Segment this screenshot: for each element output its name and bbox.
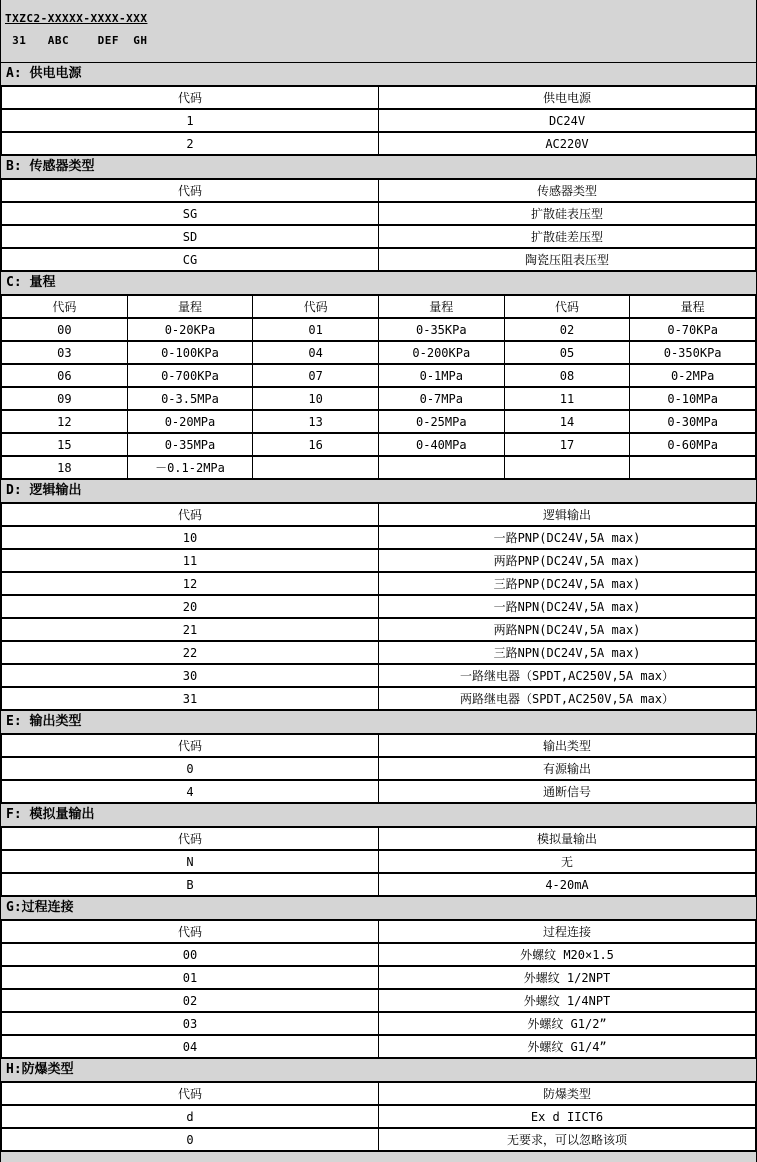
column-header: 代码: [2, 920, 379, 943]
table-row: [2, 109, 756, 132]
page-header: [1, 0, 756, 63]
value-cell: 4-20mA: [379, 873, 756, 896]
value-cell: 扩散硅差压型: [379, 225, 756, 248]
column-header: 代码: [504, 295, 630, 318]
code-cell: 02: [2, 989, 379, 1012]
code-cell: 16: [253, 433, 379, 456]
code-cell: 07: [253, 364, 379, 387]
table-row: [2, 364, 756, 387]
column-header: 供电电源: [379, 86, 756, 109]
table-header-row: [2, 86, 756, 109]
column-header: 代码: [253, 295, 379, 318]
code-cell: SD: [2, 225, 379, 248]
table-header-row: [2, 827, 756, 850]
column-header: 代码: [2, 827, 379, 850]
code-cell: 21: [2, 618, 379, 641]
column-header: 过程连接: [379, 920, 756, 943]
code-cell: 12: [2, 572, 379, 595]
table-row: [2, 248, 756, 271]
value-cell: 0-25MPa: [378, 410, 504, 433]
value-cell: 0-60MPa: [630, 433, 756, 456]
column-header: 输出类型: [379, 734, 756, 757]
value-cell: 通断信号: [379, 780, 756, 803]
section-header-G: G:过程连接: [1, 897, 756, 919]
value-cell: 外螺纹 1/4NPT: [379, 989, 756, 1012]
table-row: [2, 873, 756, 896]
table-row: [2, 1105, 756, 1128]
table-header-row: [2, 920, 756, 943]
column-header: 量程: [630, 295, 756, 318]
table-row: [2, 595, 756, 618]
code-cell: N: [2, 850, 379, 873]
section-table-B: [1, 178, 756, 272]
value-cell: 0-40MPa: [378, 433, 504, 456]
column-header: 代码: [2, 86, 379, 109]
value-cell: 无要求，可以忽略该项: [379, 1128, 756, 1151]
section-header-H: H:防爆类型: [1, 1059, 756, 1081]
value-cell: DC24V: [379, 109, 756, 132]
code-cell: 10: [253, 387, 379, 410]
value-cell: [630, 456, 756, 479]
table-header-row: [2, 503, 756, 526]
value-cell: 外螺纹 M20×1.5: [379, 943, 756, 966]
value-cell: AC220V: [379, 132, 756, 155]
column-header: 模拟量输出: [379, 827, 756, 850]
value-cell: 陶瓷压阻表压型: [379, 248, 756, 271]
table-row: [2, 410, 756, 433]
table-header-row: [2, 295, 756, 318]
value-cell: 0-70KPa: [630, 318, 756, 341]
value-cell: 三路PNP(DC24V,5A max): [379, 572, 756, 595]
column-header: 代码: [2, 295, 128, 318]
code-cell: 30: [2, 664, 379, 687]
section-table-F: [1, 826, 756, 897]
table-row: [2, 202, 756, 225]
table-row: [2, 549, 756, 572]
value-cell: 扩散硅表压型: [379, 202, 756, 225]
value-cell: 外螺纹 G1/4”: [379, 1035, 756, 1058]
code-cell: 03: [2, 341, 128, 364]
table-row: [2, 526, 756, 549]
code-cell: 10: [2, 526, 379, 549]
value-cell: 外螺纹 1/2NPT: [379, 966, 756, 989]
section-header-E: E: 输出类型: [1, 711, 756, 733]
code-cell: 01: [2, 966, 379, 989]
code-cell: 06: [2, 364, 128, 387]
table-row: [2, 757, 756, 780]
value-cell: 两路PNP(DC24V,5A max): [379, 549, 756, 572]
code-cell: 18: [2, 456, 128, 479]
code-cell: 0: [2, 1128, 379, 1151]
section-table-D: [1, 502, 756, 711]
code-cell: [504, 456, 630, 479]
section-table-C: [1, 294, 756, 480]
section-table-H: [1, 1081, 756, 1152]
value-cell: 一路继电器（SPDT,AC250V,5A max）: [379, 664, 756, 687]
value-cell: 无: [379, 850, 756, 873]
column-header: 代码: [2, 734, 379, 757]
code-cell: 03: [2, 1012, 379, 1035]
table-row: [2, 687, 756, 710]
table-row: [2, 989, 756, 1012]
section-header-A: A: 供电电源: [1, 63, 756, 85]
value-cell: 两路继电器（SPDT,AC250V,5A max）: [379, 687, 756, 710]
code-cell: 31: [2, 687, 379, 710]
section-header-C: C: 量程: [1, 272, 756, 294]
table-row: [2, 341, 756, 364]
table-row: [2, 943, 756, 966]
code-cell: 13: [253, 410, 379, 433]
column-header: 代码: [2, 503, 379, 526]
code-cell: 14: [504, 410, 630, 433]
value-cell: 0-100KPa: [127, 341, 253, 364]
sections: [1, 63, 756, 1152]
value-cell: 0-35KPa: [378, 318, 504, 341]
code-cell: SG: [2, 202, 379, 225]
value-cell: 一路NPN(DC24V,5A max): [379, 595, 756, 618]
column-header: 代码: [2, 1082, 379, 1105]
section-table-A: [1, 85, 756, 156]
table-row: [2, 225, 756, 248]
code-cell: 20: [2, 595, 379, 618]
code-cell: 12: [2, 410, 128, 433]
value-cell: 一路PNP(DC24V,5A max): [379, 526, 756, 549]
code-cell: d: [2, 1105, 379, 1128]
column-header: 传感器类型: [379, 179, 756, 202]
table-row: [2, 1035, 756, 1058]
table-row: [2, 618, 756, 641]
code-cell: 11: [2, 549, 379, 572]
value-cell: 0-20KPa: [127, 318, 253, 341]
code-cell: 4: [2, 780, 379, 803]
table-header-row: [2, 179, 756, 202]
table-row: [2, 433, 756, 456]
value-cell: 两路NPN(DC24V,5A max): [379, 618, 756, 641]
column-header: 代码: [2, 179, 379, 202]
value-cell: Ex d IICT6: [379, 1105, 756, 1128]
value-cell: 外螺纹 G1/2”: [379, 1012, 756, 1035]
table-header-row: [2, 734, 756, 757]
code-cell: 17: [504, 433, 630, 456]
table-header-row: [2, 1082, 756, 1105]
code-cell: 09: [2, 387, 128, 410]
value-cell: 有源输出: [379, 757, 756, 780]
column-header: 逻辑输出: [379, 503, 756, 526]
value-cell: 0-10MPa: [630, 387, 756, 410]
value-cell: 0-350KPa: [630, 341, 756, 364]
table-row: [2, 641, 756, 664]
table-row: [2, 780, 756, 803]
value-cell: 三路NPN(DC24V,5A max): [379, 641, 756, 664]
value-cell: 0-20MPa: [127, 410, 253, 433]
value-cell: 0-1MPa: [378, 364, 504, 387]
section-header-F: F: 模拟量输出: [1, 804, 756, 826]
section-header-D: D: 逻辑输出: [1, 480, 756, 502]
table-row: [2, 966, 756, 989]
value-cell: 0-7MPa: [378, 387, 504, 410]
column-header: 量程: [378, 295, 504, 318]
table-row: [2, 850, 756, 873]
value-cell: 0-35MPa: [127, 433, 253, 456]
section-table-G: [1, 919, 756, 1059]
code-cell: CG: [2, 248, 379, 271]
code-cell: 0: [2, 757, 379, 780]
code-cell: 1: [2, 109, 379, 132]
table-row: [2, 318, 756, 341]
section-header-B: B: 传感器类型: [1, 156, 756, 178]
code-cell: 04: [253, 341, 379, 364]
value-cell: [378, 456, 504, 479]
table-row: [2, 456, 756, 479]
value-cell: 0-3.5MPa: [127, 387, 253, 410]
code-cell: 00: [2, 318, 128, 341]
value-cell: 0-700KPa: [127, 364, 253, 387]
code-cell: 01: [253, 318, 379, 341]
column-header: 量程: [127, 295, 253, 318]
column-header: 防爆类型: [379, 1082, 756, 1105]
table-row: [2, 572, 756, 595]
model-code-example: 31 ABC DEF GH: [5, 34, 148, 47]
table-row: [2, 664, 756, 687]
code-cell: 22: [2, 641, 379, 664]
section-table-E: [1, 733, 756, 804]
code-cell: B: [2, 873, 379, 896]
code-cell: 04: [2, 1035, 379, 1058]
value-cell: 0-200KPa: [378, 341, 504, 364]
code-cell: 08: [504, 364, 630, 387]
code-cell: 00: [2, 943, 379, 966]
table-row: [2, 132, 756, 155]
value-cell: －0.1-2MPa: [127, 456, 253, 479]
value-cell: 0-30MPa: [630, 410, 756, 433]
value-cell: 0-2MPa: [630, 364, 756, 387]
model-code-pattern: TXZC2-XXXXX-XXXX-XXX: [5, 12, 148, 25]
table-row: [2, 1128, 756, 1151]
code-cell: 15: [2, 433, 128, 456]
table-row: [2, 1012, 756, 1035]
code-cell: 02: [504, 318, 630, 341]
code-cell: 2: [2, 132, 379, 155]
code-cell: 05: [504, 341, 630, 364]
code-cell: 11: [504, 387, 630, 410]
table-row: [2, 387, 756, 410]
code-cell: [253, 456, 379, 479]
